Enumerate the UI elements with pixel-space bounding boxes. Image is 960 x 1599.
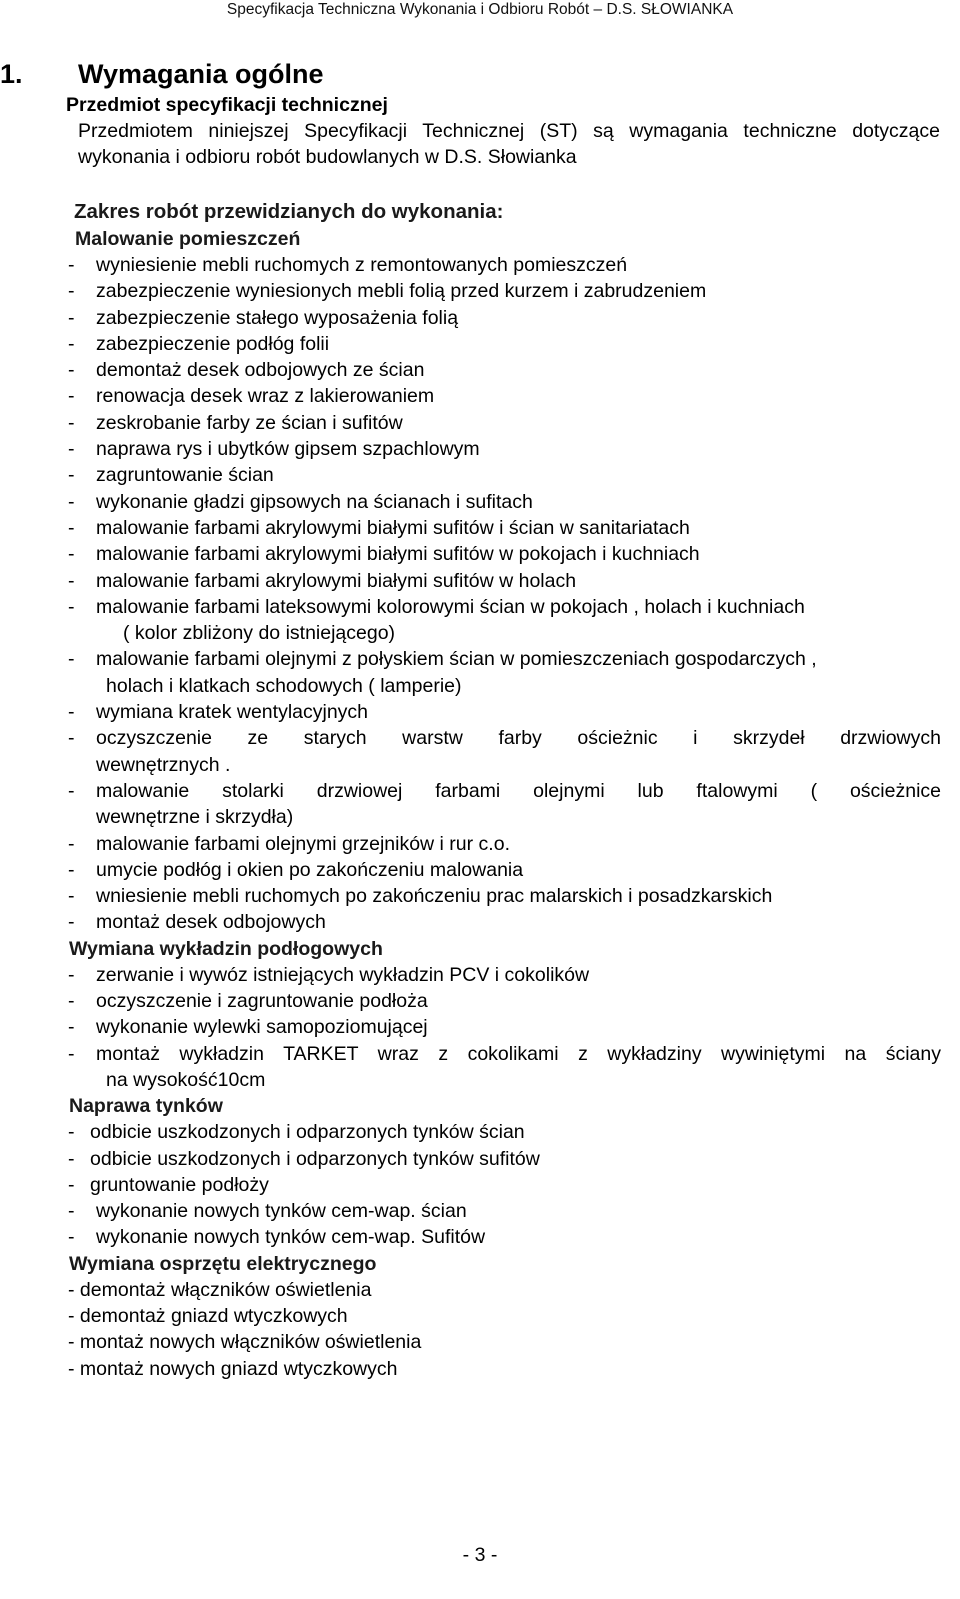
intro-paragraph: Przedmiotem niniejszej Specyfikacji Technicznej (ST) są wymagania techniczne dotyczące wykonania i odbioru robót budowlanych w D.S. Słowianka — [78, 120, 940, 168]
list-item-continuation: ( kolor zbliżony do istniejącego) — [123, 622, 396, 645]
list-item: - wykonanie nowych tynków cem-wap. ścian — [0, 1198, 960, 1224]
section-number: 1. — [0, 59, 23, 89]
painting-title: Malowanie pomieszczeń — [75, 228, 301, 250]
dash: - — [68, 280, 75, 303]
list-item: - wniesienie mebli ruchomych po zakończeniu prac malarskich i posadzkarskich — [0, 883, 960, 909]
list-item: - malowanie farbami akrylowymi białymi sufitów w pokojach i kuchniach — [0, 541, 960, 567]
list-item: - malowanie farbami lateksowymi kolorowymi ścian w pokojach , holach i kuchniach — [0, 594, 960, 620]
document-body — [0, 56, 960, 1382]
plaster-title: Naprawa tynków — [69, 1095, 223, 1118]
spacer — [0, 170, 960, 198]
subsection-title: Przedmiot specyfikacji technicznej — [66, 94, 388, 116]
list-item: - odbicie uszkodzonych i odparzonych tynków ścian — [0, 1119, 960, 1145]
list-item: - gruntowanie podłoży — [0, 1172, 960, 1198]
list-item: - wymiana kratek wentylacyjnych — [0, 699, 960, 725]
dash: - — [68, 1226, 75, 1249]
dash: - — [68, 727, 75, 750]
carpet-list — [0, 962, 960, 1093]
list-item: - montaż nowych gniazd wtyczkowych — [68, 1357, 398, 1380]
list-item: - demontaż desek odbojowych ze ścian — [0, 357, 960, 383]
dash: - — [68, 385, 75, 408]
electrical-list — [0, 1277, 960, 1382]
list-item: - malowanie farbami akrylowymi białymi sufitów w holach — [0, 568, 960, 594]
dash: - — [68, 1147, 75, 1170]
dash: - — [68, 438, 75, 461]
list-item: - zabezpieczenie podłóg folii — [0, 331, 960, 357]
dash: - — [68, 359, 75, 382]
dash: - — [68, 858, 75, 881]
list-item: - montaż desek odbojowych — [0, 909, 960, 935]
list-item: - demontaż włączników oświetlenia — [68, 1278, 372, 1301]
dash: - — [68, 490, 75, 513]
page-number: - 3 - — [462, 1544, 498, 1566]
list-item: - montaż wykładzin TARKET wraz z cokolikami z wykładziny wywiniętymi na ściany — [0, 1041, 960, 1067]
section-title: Wymagania ogólne — [78, 59, 324, 89]
list-item: - wykonanie wylewki samopoziomującej — [0, 1014, 960, 1040]
electrical-title: Wymiana osprzętu elektrycznego — [69, 1252, 377, 1275]
dash: - — [68, 595, 75, 618]
list-item: - odbicie uszkodzonych i odparzonych tynków sufitów — [0, 1146, 960, 1172]
list-item: - zeskrobanie farby ze ścian i sufitów — [0, 410, 960, 436]
dash: - — [68, 543, 75, 566]
dash: - — [68, 832, 75, 855]
list-item-continuation: na wysokość10cm — [106, 1068, 266, 1091]
dash: - — [68, 569, 75, 592]
list-item: - demontaż gniazd wtyczkowych — [68, 1304, 348, 1327]
dash: - — [68, 779, 75, 802]
dash: - — [68, 1016, 75, 1039]
dash: - — [68, 306, 75, 329]
dash: - — [68, 911, 75, 934]
list-item-continuation: wewnętrznych . — [96, 753, 231, 776]
list-item: - zagruntowanie ścian — [0, 462, 960, 488]
painting-list — [0, 252, 960, 936]
scope-title: Zakres robót przewidzianych do wykonania: — [74, 200, 504, 223]
list-item: - wyniesienie mebli ruchomych z remontowanych pomieszczeń — [0, 252, 960, 278]
list-item: - oczyszczenie ze starych warstw farby ościeżnic i skrzydeł drzwiowych — [0, 725, 960, 751]
dash: - — [68, 1121, 75, 1144]
dash: - — [68, 411, 75, 434]
list-item: - zabezpieczenie wyniesionych mebli folią przed kurzem i zabrudzeniem — [0, 278, 960, 304]
list-item: - wykonanie gładzi gipsowych na ścianach i sufitach — [0, 489, 960, 515]
dash: - — [68, 1173, 75, 1196]
list-item: - malowanie stolarki drzwiowej farbami olejnymi lub ftalowymi ( ościeżnice — [0, 778, 960, 804]
plaster-list — [0, 1119, 960, 1250]
dash: - — [68, 254, 75, 276]
carpet-title: Wymiana wykładzin podłogowych — [69, 937, 383, 960]
dash: - — [68, 332, 75, 355]
list-item: - zerwanie i wywóz istniejących wykładzin PCV i cokolików — [0, 962, 960, 988]
page-header: Specyfikacja Techniczna Wykonania i Odbioru Robót – D.S. SŁOWIANKA — [226, 1, 734, 18]
list-item: - malowanie farbami olejnymi grzejników i rur c.o. — [0, 831, 960, 857]
dash: - — [68, 885, 75, 908]
dash: - — [68, 701, 75, 724]
dash: - — [68, 990, 75, 1013]
list-item: - wykonanie nowych tynków cem-wap. Sufitów — [0, 1224, 960, 1250]
list-item-continuation: wewnętrzne i skrzydła) — [96, 806, 294, 829]
list-item: - umycie podłóg i okien po zakończeniu malowania — [0, 857, 960, 883]
dash: - — [68, 963, 75, 986]
dash: - — [68, 1042, 75, 1065]
list-item: - malowanie farbami akrylowymi białymi sufitów i ścian w sanitariatach — [0, 515, 960, 541]
dash: - — [68, 516, 75, 539]
list-item: - renowacja desek wraz z lakierowaniem — [0, 383, 960, 409]
dash: - — [68, 648, 75, 671]
list-item: - malowanie farbami olejnymi z połyskiem ścian w pomieszczeniach gospodarczych , — [0, 646, 960, 672]
list-item: - zabezpieczenie stałego wyposażenia folią — [0, 305, 960, 331]
list-item-continuation: holach i klatkach schodowych ( lamperie) — [106, 674, 462, 697]
dash: - — [68, 464, 75, 487]
list-item: - naprawa rys i ubytków gipsem szpachlowym — [0, 436, 960, 462]
dash: - — [68, 1200, 75, 1223]
list-item: - oczyszczenie i zagruntowanie podłoża — [0, 988, 960, 1014]
section-heading — [0, 56, 960, 92]
list-item: - montaż nowych włączników oświetlenia — [68, 1331, 422, 1354]
